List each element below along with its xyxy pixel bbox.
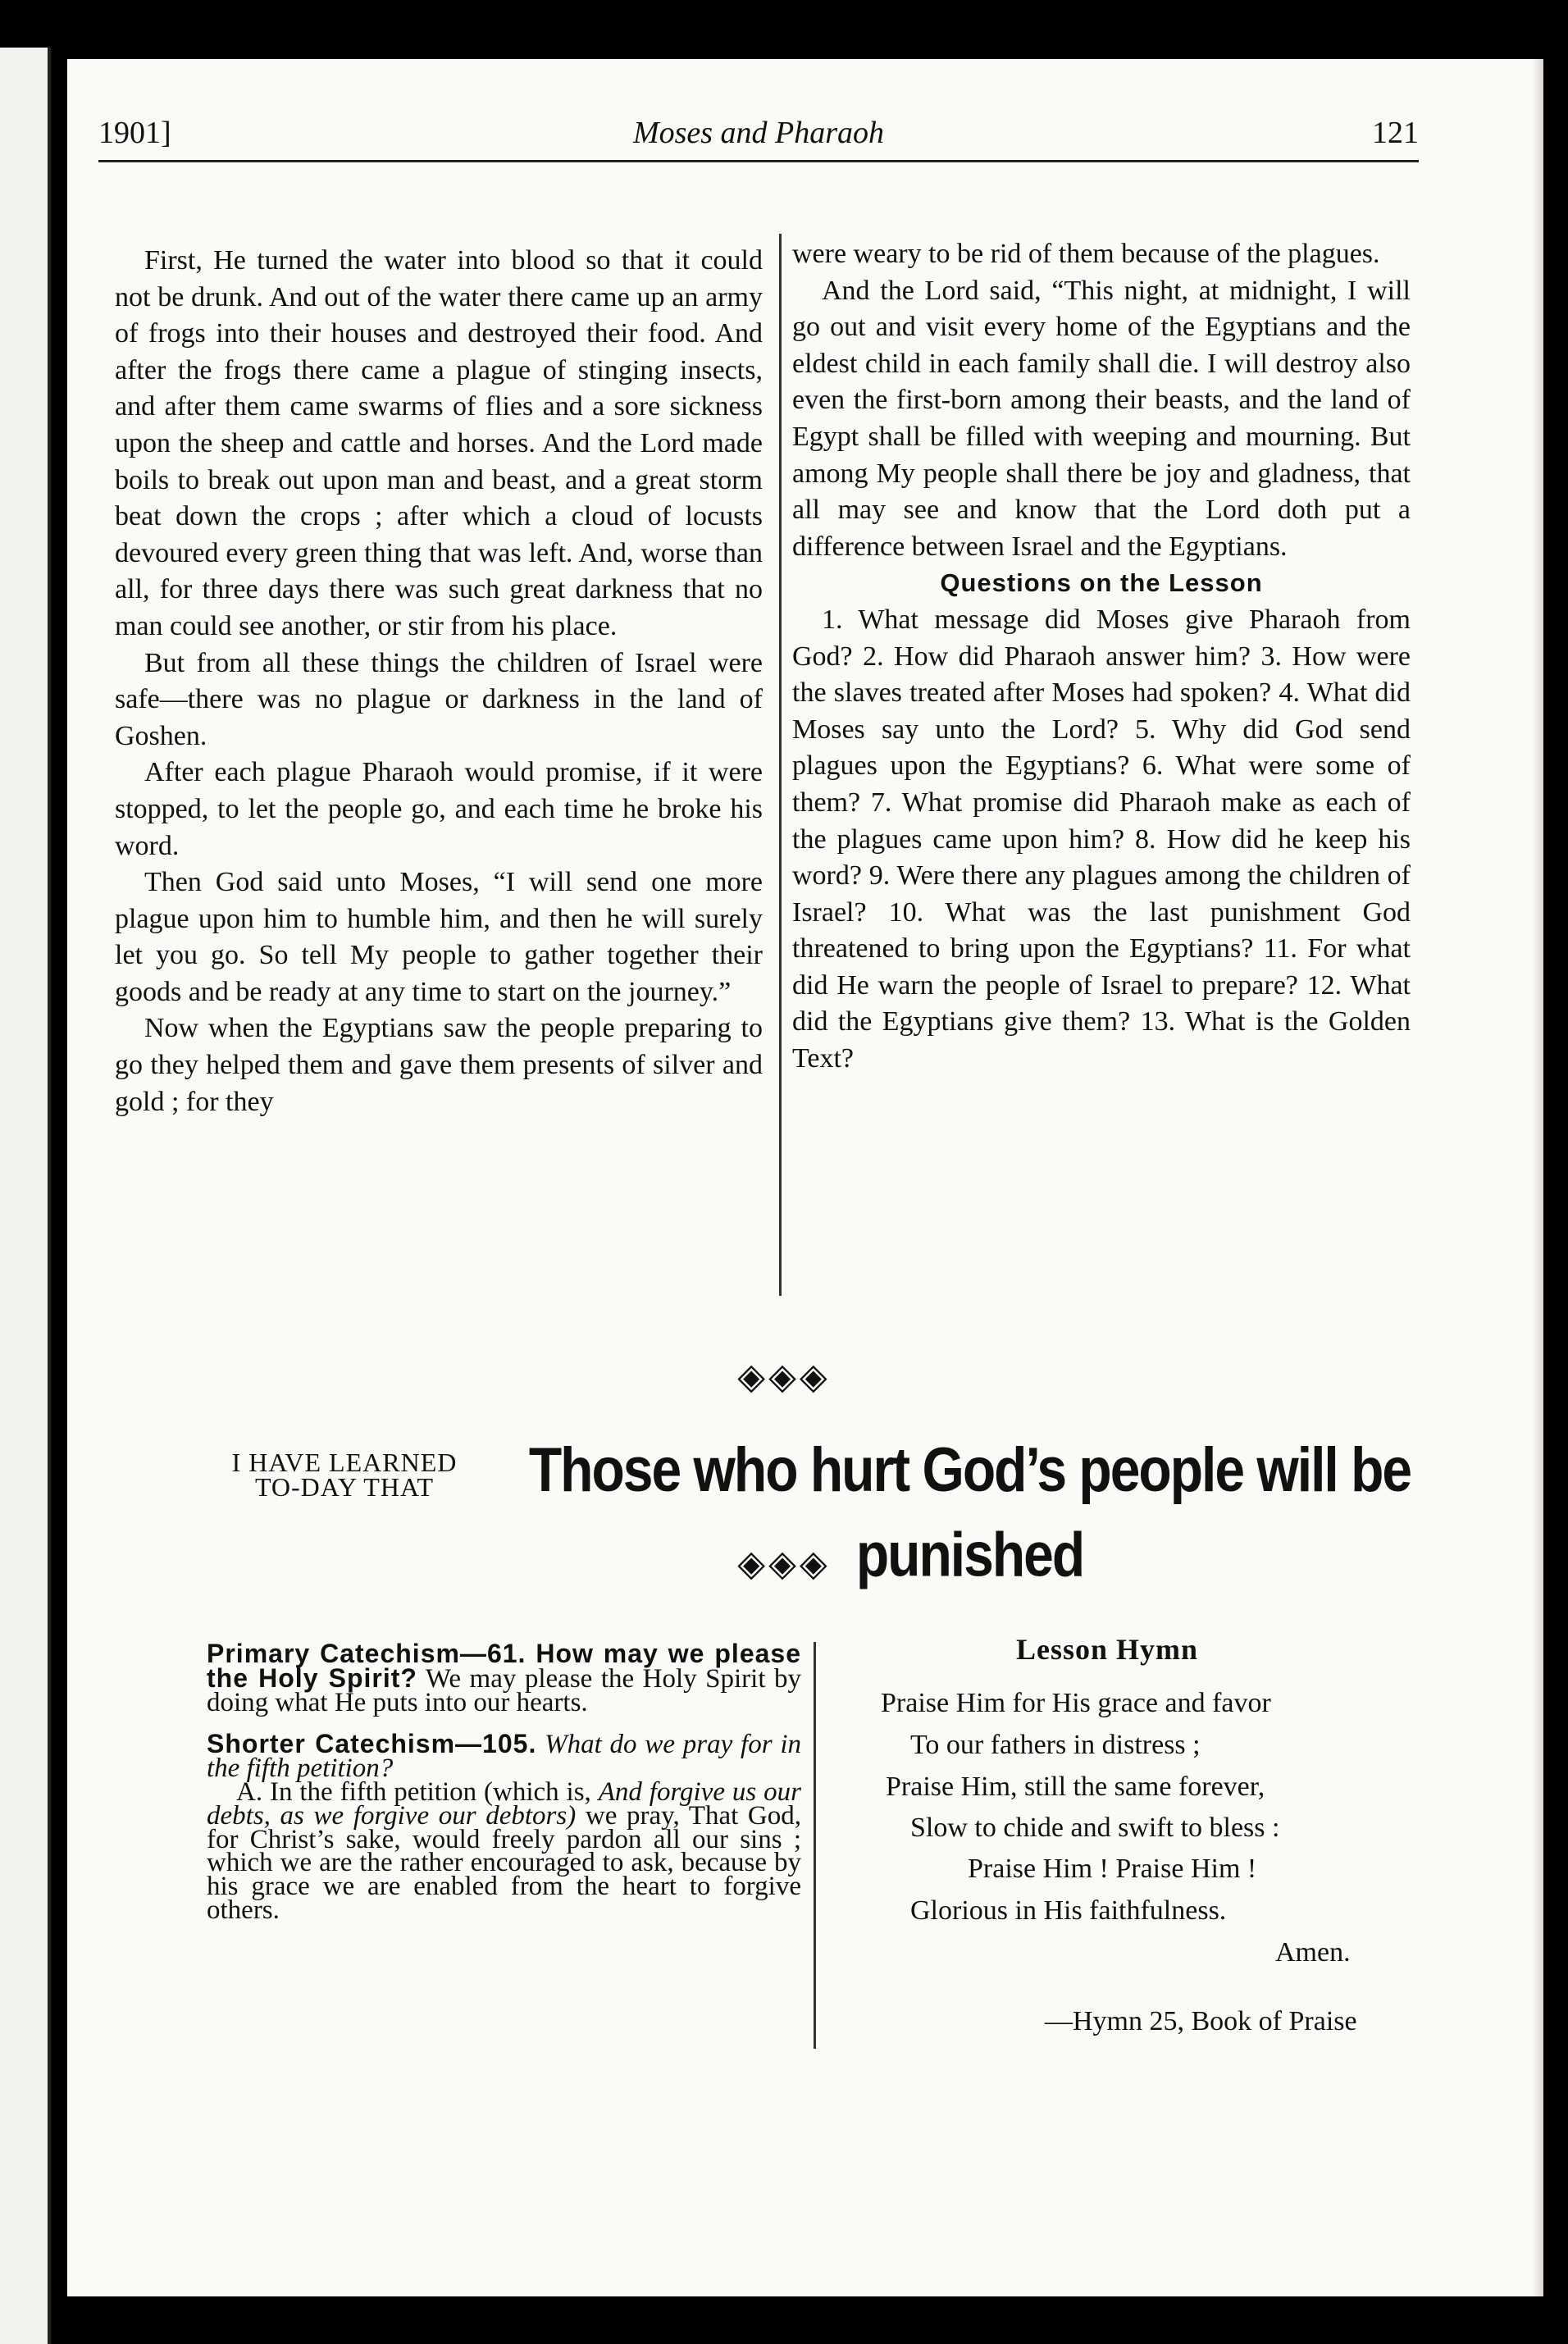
header-year: 1901] <box>98 116 171 150</box>
running-title: Moses and Pharaoh <box>632 116 885 150</box>
answer-quote: And forgive us our debts, as we forgive our debtors) <box>207 1776 802 1831</box>
hymn-line: To our fathers in distress ; <box>910 1730 1201 1760</box>
hymn-line: Praise Him, still the same forever, <box>886 1772 1265 1802</box>
paragraph-pharaoh-promise: After each plague Pharaoh would promise, if it were stopped, to let the people go, and each time he broke his word. <box>115 757 763 861</box>
questions-heading: Questions on the Lesson <box>940 568 1263 598</box>
primary-catechism-heading: Primary Catechism—61. How may we please the Holy Spirit? <box>207 1639 801 1693</box>
paragraph-plagues: First, He turned the water into blood so that it could not be drunk. And out of the water there came up an army of frogs into their houses and destroyed their food. And after the frogs there came a plague of stinging insects, and after them came swarms of flies and a sore sickness upon the sheep and cattle and horses. And the Lord made boils to break out upon man and beast, and a great storm beat down the crops ; after which a cloud of locusts devoured every green thing that was left. And, worse than all, for three days there was such great darkness that no man could see another, or stir from his place. <box>115 245 763 641</box>
answer-end: we pray, That God, for Christ’s sake, would freely pardon all our sins ; which we are the rather encouraged to ask, because by his grace we are enabled from the heart to forgive others. <box>207 1800 801 1925</box>
answer-start: A. In the fifth petition (which is, <box>236 1776 591 1807</box>
questions-list: 1. What message did Moses give Pharaoh from God? 2. How did Pharaoh answer him? 3. How were the slaves treated after Moses had spoken? 4. What did Moses say unto the Lord? 5. Why did God send plagues upon the Egyptians? 6. What were some of them? 7. What promise did Pharaoh make as each of the plagues came upon him? 8. How did he keep his word? 9. Were there any plagues among the children of Israel? 10. What was the last punishment God threatened to bring upon the Egyptians? 11. For what did He warn the people of Israel to prepare? 12. What did the Egyptians give them? 13. What is the Golden Text? <box>792 604 1411 1074</box>
page-number: 121 <box>1372 116 1419 150</box>
catechism-section <box>207 1639 802 1925</box>
ornament-diamonds-bottom: ◈◈◈ <box>737 1544 831 1584</box>
paragraph-god-said: Then God said unto Moses, “I will send one more plague upon him to humble him, and then he will surely let you go. So tell My people to gather together their goods and be ready at any time to start on the journey.” <box>115 867 763 1007</box>
shorter-catechism-heading: Shorter Catechism—105. <box>207 1729 537 1759</box>
hymn-amen: Amen. <box>1275 1937 1351 1968</box>
learned-label-line1: I HAVE LEARNED <box>231 1448 458 1477</box>
shorter-catechism <box>207 1729 802 1784</box>
shorter-catechism-question: What do we pray for in the fifth petition? <box>207 1730 802 1784</box>
column-divider <box>779 234 782 1296</box>
right-column <box>792 236 1411 1078</box>
previous-page-edge <box>0 48 51 2344</box>
hymn-line: Slow to chide and swift to bless : <box>910 1813 1280 1843</box>
paragraph-egyptians-gifts: Now when the Egyptians saw the people preparing to go they helped them and gave them presents of silver and gold ; for they <box>115 1013 763 1117</box>
learned-label-line2: TO-DAY THAT <box>254 1472 435 1502</box>
page-edge-shadow <box>1532 59 1543 2296</box>
page-header <box>98 115 1419 164</box>
header-rule <box>98 160 1419 162</box>
primary-catechism-answer: We may please the Holy Spirit by doing what He puts into our hearts. <box>207 1663 802 1717</box>
paragraph-continuation: were weary to be rid of them because of the plagues. <box>792 239 1380 269</box>
lesson-hymn <box>869 1632 1427 2036</box>
learned-statement: Those who hurt God’s people will be punished <box>528 1434 1411 1589</box>
bottom-column-divider <box>814 1642 816 2049</box>
ornament-diamonds-top: ◈◈◈ <box>737 1357 831 1397</box>
hymn-line: Glorious in His faithfulness. <box>910 1895 1227 1926</box>
shorter-catechism-answer <box>207 1776 802 1925</box>
paragraph-goshen: But from all these things the children of Israel were safe—there was no plague or darkness in the land of Goshen. <box>115 647 763 751</box>
hymn-line: Praise Him ! Praise Him ! <box>968 1854 1257 1884</box>
paragraph-midnight: And the Lord said, “This night, at midnight, I will go out and visit every home of the Egyptians and the eldest child in each family shall die. I will destroy also even the first-born among their beasts, and the land of Egypt shall be filled with weeping and mourning. But among My people shall there be joy and gladness, that all may see and know that the Lord doth put a difference between Israel and the Egyptians. <box>792 275 1411 562</box>
hymn-title: Lesson Hymn <box>1015 1633 1199 1666</box>
primary-catechism <box>207 1639 802 1717</box>
hymn-line: Praise Him for His grace and favor <box>881 1688 1271 1718</box>
hymn-source: —Hymn 25, Book of Praise <box>1045 2006 1357 2036</box>
learned-label <box>197 1448 492 1502</box>
left-column <box>115 243 763 1120</box>
